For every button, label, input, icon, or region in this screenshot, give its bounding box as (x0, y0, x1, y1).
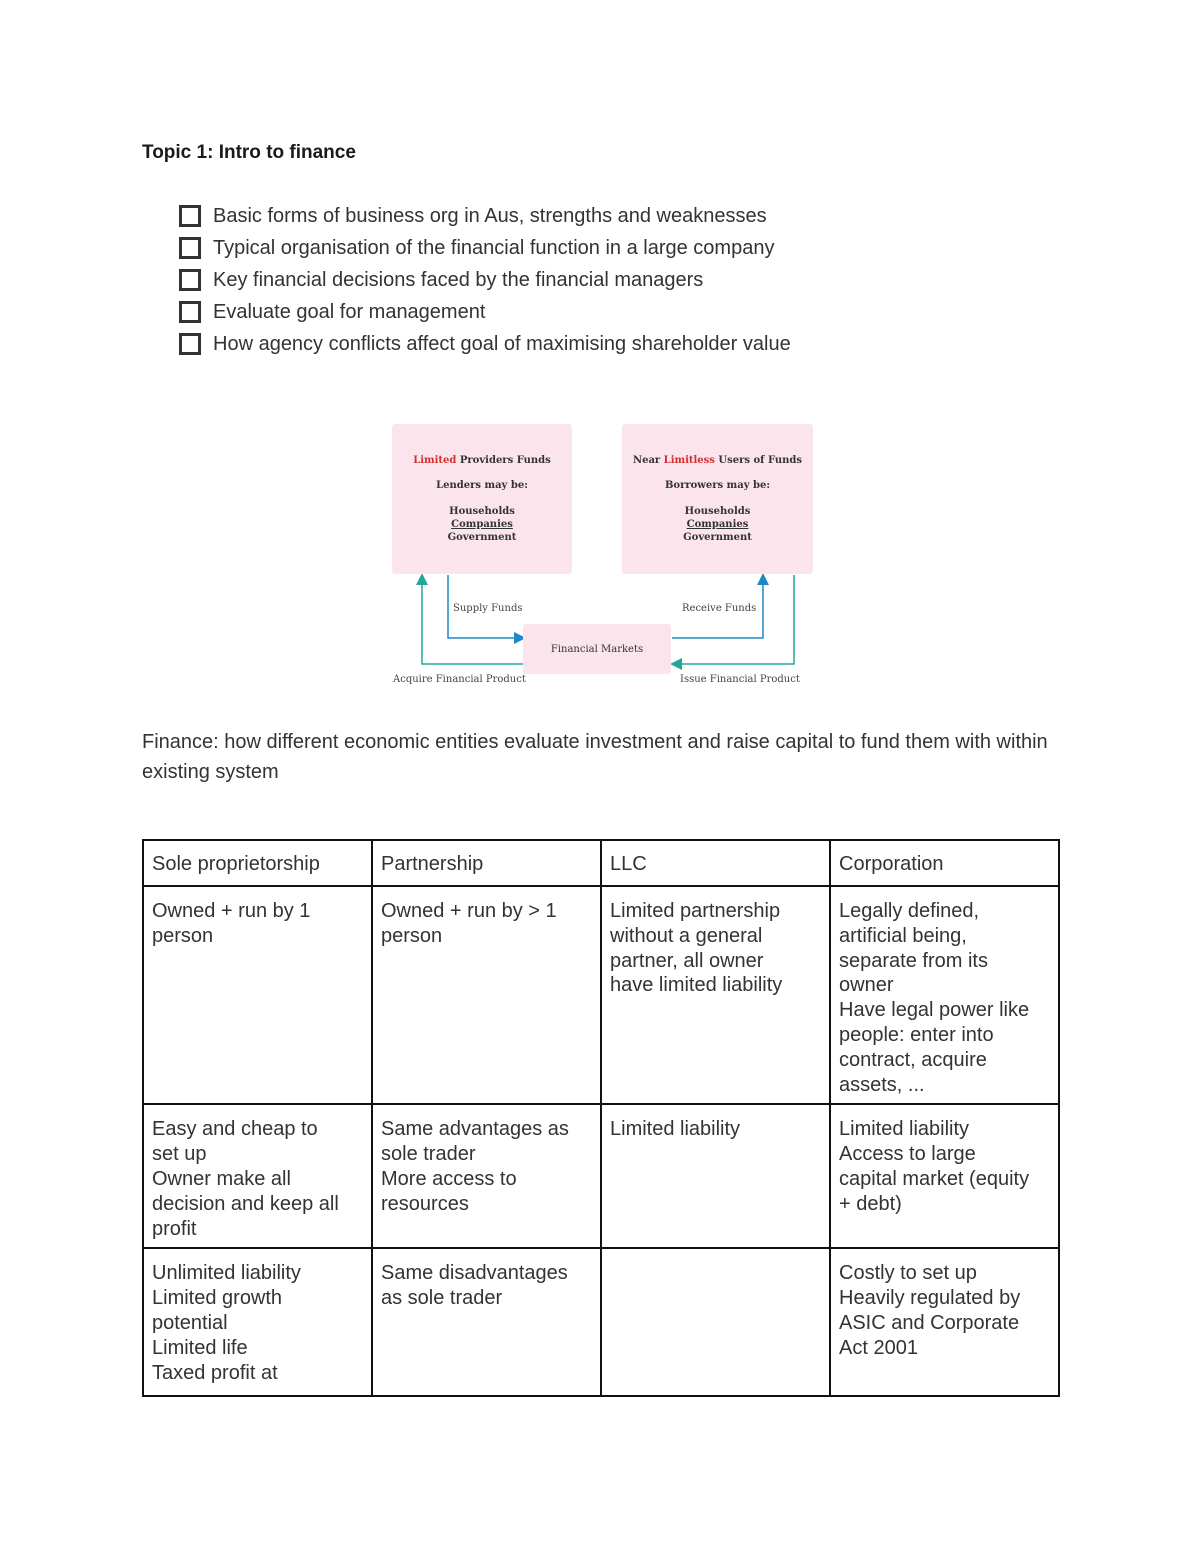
table-cell: Limited liability Access to large capital market (equity + debt) (830, 1104, 1059, 1248)
checklist-item-label: Typical organisation of the financial function in a large company (213, 236, 775, 259)
borrower-list: Households Companies Government (683, 506, 752, 543)
checklist-item (179, 264, 791, 296)
topic-checklist (179, 200, 791, 360)
checkbox-icon[interactable] (179, 333, 201, 355)
table-cell: Owned + run by > 1 person (372, 886, 601, 1104)
checklist-item (179, 200, 791, 232)
financial-markets-box: Financial Markets (523, 624, 671, 674)
checklist-item (179, 232, 791, 264)
table-header-cell: Corporation (830, 840, 1059, 886)
checklist-item-label: How agency conflicts affect goal of maximising shareholder value (213, 332, 791, 355)
checklist-item (179, 296, 791, 328)
checklist-item-label: Evaluate goal for management (213, 300, 486, 323)
table-header-cell: LLC (601, 840, 830, 886)
table-row (143, 1104, 1059, 1248)
table-header-row (143, 840, 1059, 886)
table-cell: Same advantages as sole trader More access to resources (372, 1104, 601, 1248)
checkbox-icon[interactable] (179, 269, 201, 291)
lender-list: Households Companies Government (447, 506, 517, 543)
checkbox-icon[interactable] (179, 301, 201, 323)
financial-system-diagram (390, 422, 820, 692)
table-cell (601, 1248, 830, 1396)
checklist-item (179, 328, 791, 360)
table-cell: Limited liability (601, 1104, 830, 1248)
table-cell: Costly to set up Heavily regulated by ASIC and Corporate Act 2001 (830, 1248, 1059, 1396)
providers-heading: Limited Providers Funds (413, 455, 551, 466)
business-forms-table (142, 839, 1060, 1397)
issue-product-arrow (676, 575, 794, 664)
providers-of-funds-box (392, 424, 572, 574)
users-of-funds-box (622, 424, 813, 574)
issue-product-label: Issue Financial Product (680, 674, 800, 685)
finance-definition: Finance: how different economic entities evaluate investment and raise capital to fund them with within existing system (142, 731, 1048, 783)
table-header-cell: Sole proprietorship (143, 840, 372, 886)
acquire-product-arrow (422, 579, 523, 664)
receive-funds-label: Receive Funds (682, 603, 757, 614)
borrowers-label: Borrowers may be: (664, 480, 771, 491)
lenders-label: Lenders may be: (436, 480, 528, 491)
table-row (143, 886, 1059, 1104)
supply-funds-label: Supply Funds (453, 603, 523, 614)
table-cell: Legally defined, artificial being, separate from its owner Have legal power like people: enter into contract, acquire assets, ... (830, 886, 1059, 1104)
table-header-cell: Partnership (372, 840, 601, 886)
table-row (143, 1248, 1059, 1396)
users-heading: Near Limitless Users of Funds (632, 455, 803, 466)
table-cell: Owned + run by 1 person (143, 886, 372, 1104)
checklist-item-label: Basic forms of business org in Aus, strengths and weaknesses (213, 204, 767, 227)
checkbox-icon[interactable] (179, 205, 201, 227)
table-cell: Easy and cheap to set up Owner make all decision and keep all profit (143, 1104, 372, 1248)
checklist-item-label: Key financial decisions faced by the financial managers (213, 268, 704, 291)
acquire-product-label: Acquire Financial Product (393, 674, 526, 685)
checkbox-icon[interactable] (179, 237, 201, 259)
page-title: Topic 1: Intro to finance (142, 142, 356, 163)
table-cell: Limited partnership without a general partner, all owner have limited liability (601, 886, 830, 1104)
table-cell: Same disadvantages as sole trader (372, 1248, 601, 1396)
table-cell: Unlimited liability Limited growth potential Limited life Taxed profit at (143, 1248, 372, 1396)
